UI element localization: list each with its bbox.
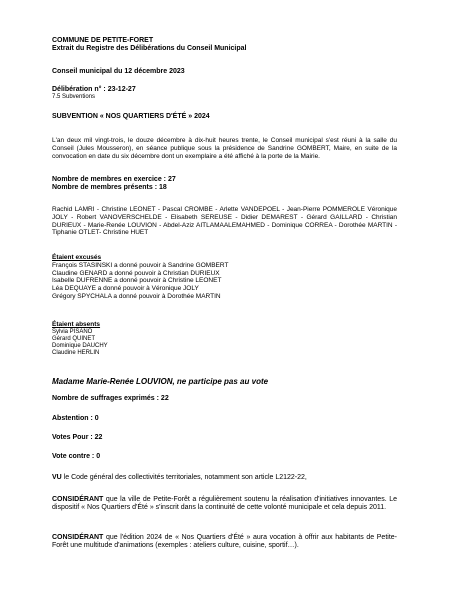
votes-abstention: Abstention : 0 xyxy=(52,415,99,422)
considerant-keyword: CONSIDÉRANT xyxy=(52,496,104,503)
considerant-keyword: CONSIDÉRANT xyxy=(52,534,104,541)
vu-paragraph xyxy=(52,474,397,482)
excused-item: François STASINSKI a donné pouvoir à Sandrine GOMBERT xyxy=(52,261,229,269)
deliberation-number: Délibération n° : 23-12-27 xyxy=(52,86,136,93)
absent-item: Sylvia PISANO xyxy=(52,328,93,335)
excused-section xyxy=(52,254,397,301)
commune-name: COMMUNE DE PETITE-FORET xyxy=(52,37,154,44)
excused-item: Claudine GENARD a donné pouvoir à Christian DURIEUX xyxy=(52,269,220,277)
members-count xyxy=(52,176,397,193)
deliberation-info xyxy=(52,86,397,102)
excused-title: Étaient excusés xyxy=(52,254,102,261)
present-members-list: Rachid LAMRI - Christine LEONET - Pascal CROMBE - Arlette VANDEPOEL - Jean-Pierre POMMEROLE Véronique JOLY - Robert VANOVERSCHELDE - Elisabeth SEREUSE - Didier DEMAREST - Gérard GAILLARD - Christian DURIEUX - Marie-Renée LOUVION - Abdel-Aziz AITLAMAALEMAHMED - Dominique CORREA - Dorothée MARTIN - Tiphanie OTLET- Christine HUET xyxy=(52,206,397,237)
subject-title: SUBVENTION « NOS QUARTIERS D'ÉTÉ » 2024 xyxy=(52,113,210,120)
considerant-paragraph-1 xyxy=(52,496,397,513)
members-in-office: Nombre de membres en exercice : 27 xyxy=(52,176,176,183)
absent-item: Claudine HERLIN xyxy=(52,350,100,357)
votes-pour: Votes Pour : 22 xyxy=(52,434,103,441)
absent-section xyxy=(52,321,397,358)
considerant-text: que l'édition 2024 de « Nos Quartiers d'Été » aura vocation à offrir aux habitants de Petite-Forêt une multitude d'animations (exemples : ateliers culture, cuisine, sportif…). xyxy=(52,534,397,550)
members-present: Nombre de membres présents : 18 xyxy=(52,184,167,192)
absent-item: Dominique DAUCHY xyxy=(52,343,108,350)
considerant-paragraph-2 xyxy=(52,534,397,551)
vu-text: le Code général des collectivités territoriales, notamment son article L2122-22, xyxy=(61,474,307,481)
vu-keyword: VU xyxy=(52,474,62,481)
excused-item: Grégory SPYCHALA a donné pouvoir à Dorothée MARTIN xyxy=(52,292,221,300)
absent-title: Étaient absents xyxy=(52,321,101,328)
votes-suffrages: Nombre de suffrages exprimés : 22 xyxy=(52,395,169,402)
votes-contre: Vote contre : 0 xyxy=(52,453,101,460)
excused-item: Léa DEQUAYE a donné pouvoir à Véronique JOLY xyxy=(52,285,199,293)
absent-item: Gérard QUINET xyxy=(52,335,96,342)
considerant-text: que la ville de Petite-Forêt a régulièrement soutenu la réalisation d'initiatives innovantes. Le dispositif « Nos Quartiers d'Été » s'inscrit dans la continuité de cette volonté municipale et cela depuis 2011. xyxy=(52,496,397,512)
deliberation-category: 7.5 Subventions xyxy=(52,94,96,101)
session-title: Conseil municipal du 12 décembre 2023 xyxy=(52,68,185,75)
intro-paragraph: L'an deux mil vingt-trois, le douze décembre à dix-huit heures trente, le Conseil municipal s'est réuni à la salle du Conseil (Jules Mousseron), en séance publique sous la présidence de Sandrine GOMBERT, Maire, en suite de la convocation en date du six décembre dont un exemplaire a été affiché à la porte de la Mairie. xyxy=(52,137,397,160)
header xyxy=(52,37,397,54)
register-extract: Extrait du Registre des Délibérations du Conseil Municipal xyxy=(52,45,247,53)
not-voting-note: Madame Marie-Renée LOUVION, ne participe pas au vote xyxy=(52,377,269,386)
excused-item: Isabelle DUFRENNE a donné pouvoir à Christine LEONET xyxy=(52,277,222,285)
